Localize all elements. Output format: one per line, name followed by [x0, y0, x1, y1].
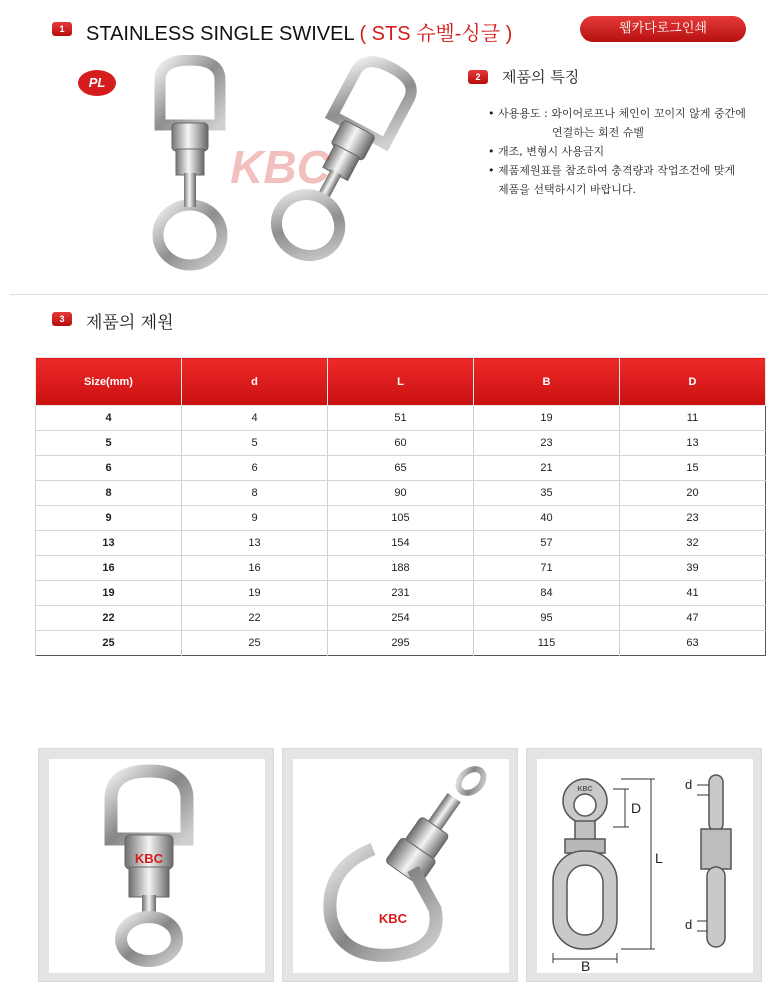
cell: 6 [182, 456, 328, 481]
feature-text: 개조, 변형시 사용금지 [498, 145, 605, 158]
cell: 47 [620, 606, 766, 631]
dim-d-bottom-label: d [685, 917, 693, 932]
photo-frame-front [38, 748, 274, 982]
cell: 9 [182, 506, 328, 531]
cell: 5 [182, 431, 328, 456]
cell: 11 [620, 406, 766, 431]
cell: 19 [182, 581, 328, 606]
cell: 63 [620, 631, 766, 656]
feature-item [486, 161, 766, 199]
cell: 154 [328, 531, 474, 556]
section-badge-2: 2 [468, 70, 488, 84]
cell: 13 [182, 531, 328, 556]
table-row [36, 506, 766, 531]
cell: 32 [620, 531, 766, 556]
cell: 51 [328, 406, 474, 431]
feature-text-cont: 연결하는 회전 슈벨 [552, 126, 645, 139]
feature-text: 사용용도 : 와이어로프나 체인이 꼬이지 않게 중간에 [498, 107, 746, 120]
cell: 25 [182, 631, 328, 656]
cell: 16 [182, 556, 328, 581]
cell: 25 [36, 631, 182, 656]
kbc-watermark: KBC [230, 141, 330, 193]
header-size: Size(mm) [36, 358, 182, 406]
page-title [86, 17, 512, 46]
table-row [36, 581, 766, 606]
title-en: STAINLESS SINGLE SWIVEL [86, 23, 354, 45]
cell: 95 [474, 606, 620, 631]
dim-D-label: D [631, 800, 642, 816]
cell: 60 [328, 431, 474, 456]
header-d: d [182, 358, 328, 406]
cell: 21 [474, 456, 620, 481]
features-list [486, 104, 766, 199]
spec-table [35, 357, 766, 656]
cell: 9 [36, 506, 182, 531]
cell: 105 [328, 506, 474, 531]
cell: 13 [36, 531, 182, 556]
header-D: D [620, 358, 766, 406]
cell: 254 [328, 606, 474, 631]
cell: 231 [328, 581, 474, 606]
cell: 5 [36, 431, 182, 456]
section-divider [10, 294, 768, 295]
specs-title: 제품의 제원 [86, 313, 174, 333]
cell: 188 [328, 556, 474, 581]
cell: 22 [182, 606, 328, 631]
table-row [36, 431, 766, 456]
swivel-front-photo [49, 759, 265, 973]
header-L: L [328, 358, 474, 406]
swivel-angle-photo [293, 759, 509, 973]
kbc-label: KBC [378, 911, 408, 926]
cell: 19 [474, 406, 620, 431]
cell: 65 [328, 456, 474, 481]
pl-logo: PL [78, 70, 116, 96]
cell: 23 [620, 506, 766, 531]
cell: 20 [620, 481, 766, 506]
kbc-label: KBC [134, 851, 164, 866]
feature-text: 제품제원표를 참조하여 충격량과 작업조건에 맞게 [498, 164, 736, 177]
table-row [36, 606, 766, 631]
cell: 40 [474, 506, 620, 531]
cell: 57 [474, 531, 620, 556]
section-badge-1: 1 [52, 22, 72, 36]
dim-L-label: L [655, 850, 663, 866]
cell: 84 [474, 581, 620, 606]
cell: 35 [474, 481, 620, 506]
cell: 71 [474, 556, 620, 581]
cell: 19 [36, 581, 182, 606]
cell: 4 [182, 406, 328, 431]
photo-frame-diagram [526, 748, 762, 982]
cell: 23 [474, 431, 620, 456]
cell: 115 [474, 631, 620, 656]
cell: 39 [620, 556, 766, 581]
header-B: B [474, 358, 620, 406]
catalog-print-button[interactable]: 웹카다로그인쇄 [580, 16, 746, 42]
cell: 6 [36, 456, 182, 481]
features-title: 제품의 특징 [502, 68, 580, 86]
cell: 16 [36, 556, 182, 581]
cell: 90 [328, 481, 474, 506]
title-ko: ( STS 슈벨-싱글 ) [359, 23, 513, 45]
dim-B-label: B [581, 958, 591, 973]
cell: 41 [620, 581, 766, 606]
table-header-row [36, 358, 766, 406]
cell: 295 [328, 631, 474, 656]
feature-item [486, 142, 766, 161]
table-row [36, 531, 766, 556]
table-row [36, 456, 766, 481]
cell: 4 [36, 406, 182, 431]
diagram-kbc-label: KBC [577, 786, 593, 793]
feature-text-cont: 제품을 선택하시기 바랍니다. [498, 183, 637, 196]
feature-item [486, 104, 766, 142]
photo-frame-angle [282, 748, 518, 982]
dim-d-top-label: d [685, 777, 693, 792]
cell: 15 [620, 456, 766, 481]
table-row [36, 631, 766, 656]
dimension-diagram [537, 759, 753, 973]
section-badge-3: 3 [52, 312, 72, 326]
product-photo-top [130, 55, 430, 280]
table-row [36, 406, 766, 431]
table-row [36, 556, 766, 581]
cell: 8 [36, 481, 182, 506]
table-row [36, 481, 766, 506]
cell: 22 [36, 606, 182, 631]
cell: 8 [182, 481, 328, 506]
cell: 13 [620, 431, 766, 456]
